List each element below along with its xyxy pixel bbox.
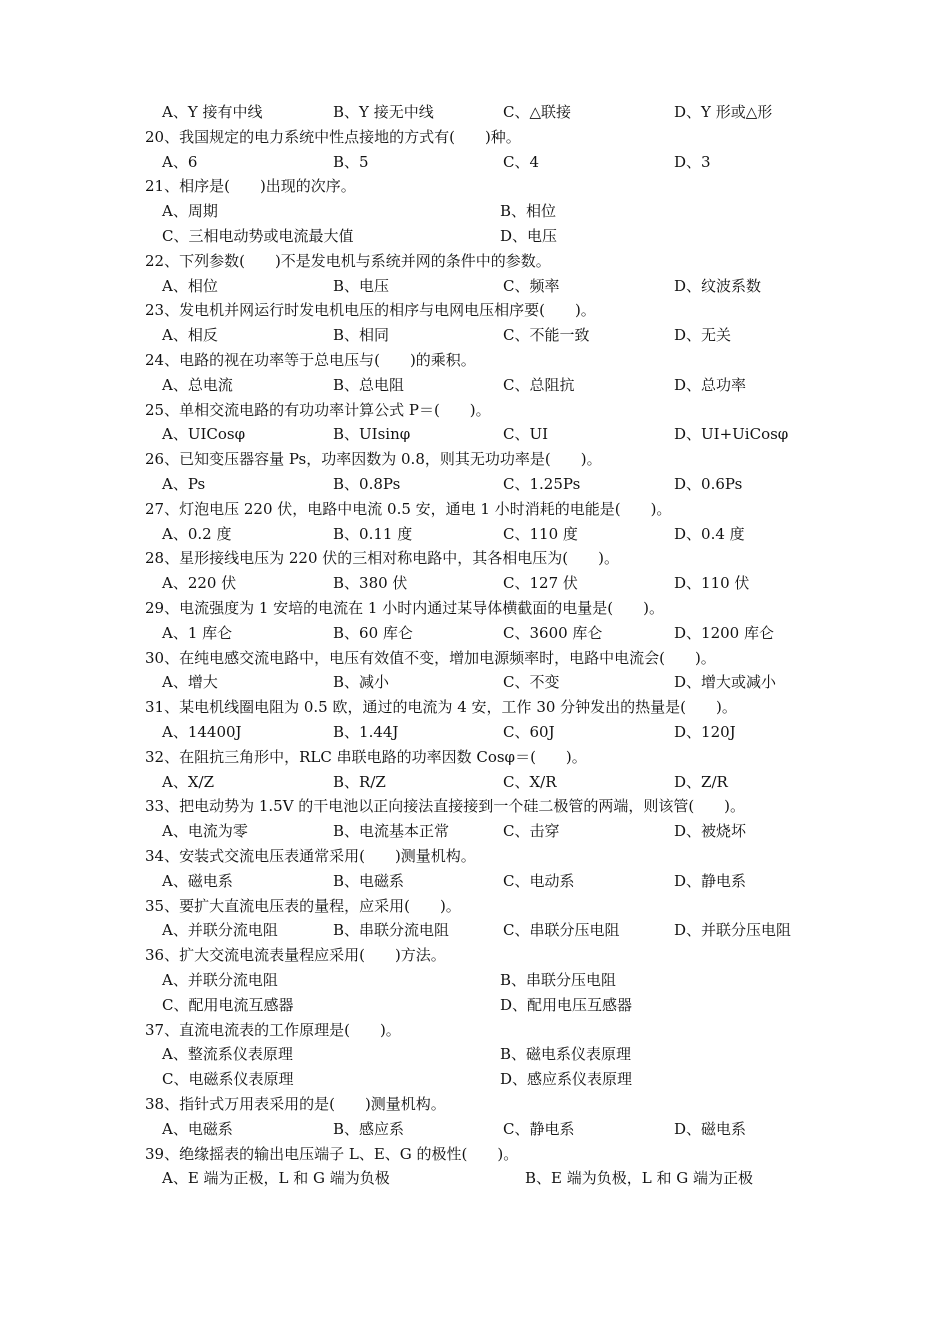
options-row <box>0 1117 950 1141</box>
answer-option: D、1200 库仑 <box>674 623 774 642</box>
answer-option: B、串联分压电阻 <box>500 971 617 989</box>
answer-option: A、电磁系 <box>162 1119 233 1138</box>
answer-option: D、无关 <box>674 326 732 345</box>
answer-option: B、Y 接无中线 <box>333 103 434 121</box>
answer-option: D、配用电压互感器 <box>500 995 633 1014</box>
answer-option: A、并联分流电阻 <box>162 921 278 940</box>
options-row <box>0 720 950 744</box>
answer-option: B、5 <box>333 152 369 171</box>
options-row <box>0 422 950 446</box>
answer-option: A、220 伏 <box>162 574 237 593</box>
answer-option: B、相位 <box>500 202 557 221</box>
answer-option: D、Z/R <box>674 772 728 791</box>
answer-option: A、并联分流电阻 <box>162 971 278 989</box>
answer-option: A、X/Z <box>162 772 214 791</box>
answer-option: B、电压 <box>333 276 390 295</box>
question-text: 24、电路的视在功率等于总电压与( )的乘积。 <box>145 351 476 369</box>
answer-option: C、1.25Ps <box>503 475 581 493</box>
answer-option: C、127 伏 <box>503 574 578 593</box>
answer-option: B、R/Z <box>333 772 386 791</box>
options-row <box>0 100 950 124</box>
question-text: 37、直流电流表的工作原理是( )。 <box>145 1020 401 1039</box>
answer-option: A、电流为零 <box>162 822 248 841</box>
answer-option: D、110 伏 <box>674 574 750 593</box>
answer-option: B、电磁系 <box>333 871 405 890</box>
answer-option: C、频率 <box>503 276 560 295</box>
question-text: 38、指针式万用表采用的是( )测量机构。 <box>145 1095 446 1113</box>
answer-option: B、磁电系仪表原理 <box>500 1045 632 1064</box>
question-text: 32、在阻抗三角形中，RLC 串联电路的功率因数 Cosφ＝( )。 <box>145 747 587 766</box>
answer-option: D、感应系仪表原理 <box>500 1070 633 1089</box>
answer-option: B、60 库仑 <box>333 623 413 642</box>
options-row <box>0 1067 950 1091</box>
options-row <box>0 150 950 174</box>
question-text: 27、灯泡电压 220 伏，电路中电流 0.5 安，通电 1 小时消耗的电能是( )。 <box>145 499 672 518</box>
question-text: 36、扩大交流电流表量程应采用( )方法。 <box>145 946 446 965</box>
question-text: 21、相序是( )出现的次序。 <box>145 177 356 196</box>
answer-option: B、380 伏 <box>333 574 408 593</box>
answer-option: D、0.6Ps <box>674 475 743 493</box>
answer-option: C、不变 <box>503 673 560 692</box>
answer-option: A、Y 接有中线 <box>162 103 263 121</box>
answer-option: D、UI+UiCosφ <box>674 425 789 444</box>
options-row <box>0 869 950 893</box>
options-row <box>0 224 950 248</box>
answer-option: D、Y 形或△形 <box>674 103 773 121</box>
answer-option: A、相反 <box>162 326 218 345</box>
answer-option: C、UI <box>503 425 549 444</box>
answer-option: A、增大 <box>162 673 218 692</box>
answer-option: D、增大或减小 <box>674 673 777 692</box>
answer-option: D、电压 <box>500 227 558 245</box>
answer-option: A、磁电系 <box>162 871 233 890</box>
options-row <box>0 968 950 992</box>
answer-option: B、1.44J <box>333 723 399 741</box>
answer-option: A、总电流 <box>162 375 233 394</box>
question-text: 29、电流强度为 1 安培的电流在 1 小时内通过某导体横截面的电量是( )。 <box>145 599 664 617</box>
options-row <box>0 323 950 347</box>
options-row <box>0 770 950 794</box>
answer-option: C、△联接 <box>503 103 572 121</box>
answer-option: C、X/R <box>503 772 557 791</box>
options-row <box>0 472 950 496</box>
options-row <box>0 621 950 645</box>
answer-option: B、相同 <box>333 326 390 345</box>
answer-option: B、电流基本正常 <box>333 822 450 841</box>
question-text: 23、发电机并网运行时发电机电压的相序与电网电压相序要( )。 <box>145 301 596 320</box>
answer-option: B、感应系 <box>333 1119 405 1138</box>
answer-option: A、整流系仪表原理 <box>162 1045 293 1064</box>
options-row <box>0 274 950 298</box>
answer-option: C、串联分压电阻 <box>503 921 620 940</box>
answer-option: C、击穿 <box>503 822 560 841</box>
answer-option: C、4 <box>503 152 540 171</box>
answer-option: A、Ps <box>162 475 206 493</box>
options-row <box>0 1042 950 1066</box>
options-row <box>0 522 950 546</box>
answer-option: C、静电系 <box>503 1119 575 1138</box>
answer-option: B、0.11 度 <box>333 524 413 543</box>
question-text: 20、我国规定的电力系统中性点接地的方式有( )种。 <box>145 127 521 146</box>
options-row <box>0 571 950 595</box>
answer-option: B、UIsinφ <box>333 425 411 444</box>
answer-option: A、E 端为正极，L 和 G 端为负极 <box>162 1169 390 1188</box>
answer-option: A、UICosφ <box>162 425 246 444</box>
answer-option: B、E 端为负极，L 和 G 端为正极 <box>525 1169 753 1188</box>
answer-option: A、0.2 度 <box>162 524 232 543</box>
answer-option: D、并联分压电阻 <box>674 921 792 940</box>
answer-option: C、电磁系仪表原理 <box>162 1070 294 1089</box>
answer-option: B、总电阻 <box>333 375 405 394</box>
answer-option: A、1 库仑 <box>162 623 233 642</box>
answer-option: D、被烧坏 <box>674 822 747 841</box>
answer-option: C、总阻抗 <box>503 375 575 394</box>
answer-option: C、三相电动势或电流最大值 <box>162 227 354 245</box>
options-row <box>0 373 950 397</box>
answer-option: D、0.4 度 <box>674 524 745 543</box>
answer-option: D、120J <box>674 723 736 741</box>
answer-option: D、纹波系数 <box>674 276 762 295</box>
options-row <box>0 918 950 942</box>
answer-option: C、3600 库仑 <box>503 623 603 642</box>
answer-option: A、14400J <box>162 723 242 741</box>
answer-option: C、配用电流互感器 <box>162 995 294 1014</box>
answer-option: B、串联分流电阻 <box>333 921 450 940</box>
answer-option: C、110 度 <box>503 524 578 543</box>
question-text: 28、星形接线电压为 220 伏的三相对称电路中，其各相电压为( )。 <box>145 549 619 568</box>
options-row <box>0 993 950 1017</box>
question-text: 31、某电机线圈电阻为 0.5 欧，通过的电流为 4 安，工作 30 分钟发出的热量是( )。 <box>145 698 737 717</box>
answer-option: C、电动系 <box>503 871 575 890</box>
answer-option: D、3 <box>674 152 711 171</box>
answer-option: B、减小 <box>333 673 390 692</box>
question-text: 35、要扩大直流电压表的量程，应采用( )。 <box>145 896 461 915</box>
answer-option: D、磁电系 <box>674 1119 747 1138</box>
question-text: 26、已知变压器容量 Ps，功率因数为 0.8，则其无功功率是( )。 <box>145 450 602 469</box>
options-row <box>0 1166 950 1190</box>
answer-option: C、60J <box>503 723 555 741</box>
answer-option: B、0.8Ps <box>333 475 401 493</box>
options-row <box>0 199 950 223</box>
question-text: 34、安装式交流电压表通常采用( )测量机构。 <box>145 847 476 865</box>
options-row <box>0 819 950 843</box>
question-text: 22、下列参数( )不是发电机与系统并网的条件中的参数。 <box>145 251 551 270</box>
answer-option: C、不能一致 <box>503 326 590 345</box>
answer-option: D、总功率 <box>674 375 747 394</box>
answer-option: A、相位 <box>162 276 218 295</box>
answer-option: A、6 <box>162 152 198 171</box>
question-text: 39、绝缘摇表的输出电压端子 L、E、G 的极性( )。 <box>145 1144 519 1163</box>
question-text: 33、把电动势为 1.5V 的干电池以正向接法直接接到一个硅二极管的两端，则该管( )。 <box>145 797 746 816</box>
question-text: 30、在纯电感交流电路中，电压有效值不变，增加电源频率时，电路中电流会( )。 <box>145 648 716 667</box>
options-row <box>0 670 950 694</box>
question-text: 25、单相交流电路的有功功率计算公式 P＝( )。 <box>145 400 491 419</box>
answer-option: D、静电系 <box>674 871 747 890</box>
answer-option: A、周期 <box>162 202 218 221</box>
